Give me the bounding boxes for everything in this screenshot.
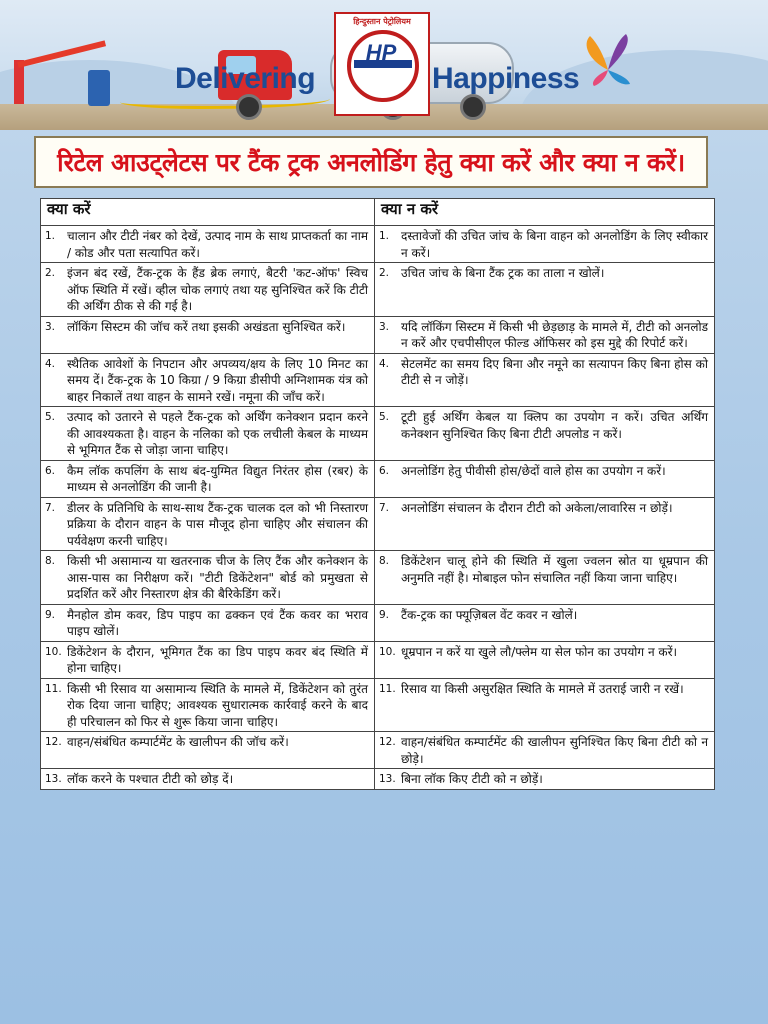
dont-text: बिना लॉक किए टीटी को न छोड़ें।	[401, 772, 543, 786]
do-text: मैनहोल डोम कवर, डिप पाइप का ढक्कन एवं टैंक कवर का भराव पाइप खोलें।	[67, 607, 368, 638]
row-number: 8.	[379, 555, 390, 567]
tagline-happiness: Happiness	[432, 62, 580, 95]
dont-text: अनलोडिंग संचालन के दौरान टीटी को अकेला/लावारिस न छोड़ें।	[401, 500, 673, 515]
row-number: 3.	[379, 320, 390, 333]
row-number: 2.	[379, 267, 390, 279]
dont-text: दस्तावेजों की उचित जांच के बिना वाहन को अनलोडिंग के लिए स्वीकार न करें।	[401, 229, 708, 260]
row-number: 12.	[379, 736, 396, 748]
dont-text: अनलोडिंग हेतु पीवीसी होस/छेदों वाले होस का उपयोग न करें।	[401, 463, 666, 478]
tagline-delivering: Delivering	[175, 62, 316, 95]
row-number: 7.	[45, 501, 56, 514]
table-row	[41, 551, 715, 605]
do-text: वाहन/संबंधित कम्पार्टमेंट के खालीपन की जॉच करें।	[67, 735, 289, 749]
dont-text: सेटलमेंट का समय दिए बिना और नमूने का सत्यापन किए बिना होस को टीटी से न जोड़ें।	[401, 356, 708, 387]
row-number: 13.	[379, 773, 396, 785]
table-row	[41, 641, 715, 678]
row-number: 4.	[379, 357, 390, 370]
table-row	[41, 353, 715, 407]
dont-text: वाहन/संबंधित कम्पार्टमेंट की खालीपन सुनिश्चित किए बिना टीटी को न छोड़े।	[401, 735, 708, 766]
do-text: कैम लॉक कपलिंग के साथ बंद-युग्मित विद्युत निरंतर होस (रबर) के माध्यम से अनलोडिंग की जानी है।	[67, 463, 368, 494]
row-number: 11.	[379, 682, 396, 695]
wheel-illustration	[460, 94, 486, 120]
dont-text: धूम्रपान न करें या खुले लौ/फ्लेम या सेल फोन का उपयोग न करें।	[401, 644, 678, 659]
do-text: इंजन बंद रखें, टैंक-ट्रक के हैंड ब्रेक लगाएं, बैटरी 'कट-ऑफ' स्विच ऑफ स्थिति में रखें। व्हील चोक लगाएं तथा यह सुनिश्चित करें कि टीटी की अर्थिंग ठीक से की गई है।	[67, 266, 368, 313]
row-number: 1.	[45, 230, 56, 242]
row-number: 7.	[379, 501, 390, 514]
do-text: स्थैतिक आवेशों के निपटान और अपव्यय/क्षय के लिए 10 मिनट का समय दें। टैंक-ट्रक के 10 किग्रा / 9 किग्रा डीसीपी अग्निशामक यंत्र को बाहर निकालें तथा वाहन के सामने रखें। नमूना की जाँच करें।	[67, 356, 368, 404]
col-header-dont: क्या न करें	[375, 199, 715, 226]
logo-hp-text: HP	[365, 40, 397, 65]
row-number: 4.	[45, 357, 56, 370]
row-number: 10.	[379, 645, 396, 658]
butterfly-icon	[578, 30, 638, 90]
dont-text: उचित जांच के बिना टैंक ट्रक का ताला न खोलें।	[401, 266, 605, 280]
row-number: 12.	[45, 736, 62, 748]
table-row	[41, 316, 715, 353]
row-number: 5.	[45, 411, 56, 423]
table-row	[41, 460, 715, 497]
dont-text: डिकेंटेशन चालू होने की स्थिति में खुला ज्वलन स्रोत या धूम्रपान की अनुमति नहीं है। मोबाइल फोन संचालित नहीं किया जाना चाहिए।	[401, 554, 708, 585]
do-text: लॉकिंग सिस्टम की जॉच करें तथा इसकी अखंडता सुनिश्चित करें।	[67, 319, 346, 334]
table-row	[41, 407, 715, 461]
do-text: डीलर के प्रतिनिधि के साथ-साथ टैंक-ट्रक चालक दल को भी निस्तारण प्रक्रिया के दौरान वाहन के पास मौजूद होना चाहिए और संचालन की पर्यवेक्षण करनी चाहिए।	[67, 500, 368, 548]
do-text: उत्पाद को उतारने से पहले टैंक-ट्रक को अर्थिंग कनेक्शन प्रदान करने की आवश्यकता है। वाहन के नलिका को एक लचीली केबल के माध्यम से भूमिगत टैंक से जोड़ा जाना चाहिए।	[67, 410, 368, 457]
do-text: लॉक करने के पश्चात टीटी को छोड़ दें।	[67, 772, 234, 786]
row-number: 1.	[379, 230, 390, 242]
row-number: 2.	[45, 267, 56, 279]
do-text: किसी भी रिसाव या असामान्य स्थिति के मामले में, डिकेंटेशन को तुरंत रोक दिया जाना चाहिए; आवश्यक सुधारात्मक कार्रवाई करने के बाद ही परिचालन को फिर से शुरू किया जाना चाहिए।	[67, 681, 368, 729]
row-number: 8.	[45, 555, 56, 567]
do-text: डिकेंटेशन के दौरान, भूमिगत टैंक का डिप पाइप कवर बंद स्थिति में होना चाहिए।	[67, 644, 368, 675]
dont-text: यदि लॉकिंग सिस्टम में किसी भी छेड़छाड़ के मामले में, टीटी को अनलोड न करें और एचपीसीएल फील्ड ऑफिसर को इस मुद्दे की रिपोर्ट करें।	[401, 319, 708, 350]
title-box	[34, 136, 708, 188]
logo-subtitle: हिन्दुस्तान पेट्रोलियम	[353, 17, 411, 26]
table-row	[41, 604, 715, 641]
row-number: 9.	[379, 608, 390, 621]
row-number: 11.	[45, 682, 62, 695]
hp-logo	[334, 12, 430, 116]
col-header-do: क्या करें	[41, 199, 375, 226]
do-text: चालान और टीटी नंबर को देखें, उत्पाद नाम के साथ प्राप्तकर्ता का नाम / कोड और पता सत्यापित करें।	[67, 229, 368, 260]
row-number: 10.	[45, 645, 62, 658]
header-banner	[0, 0, 768, 130]
table-row	[41, 497, 715, 551]
dos-donts-table	[40, 198, 715, 790]
table-row	[41, 226, 715, 263]
row-number: 6.	[45, 464, 56, 477]
table-row	[41, 769, 715, 790]
row-number: 9.	[45, 608, 56, 621]
table-row	[41, 732, 715, 769]
row-number: 13.	[45, 773, 62, 785]
dont-text: टूटी हुई अर्थिंग केबल या क्लिप का उपयोग न करें। उचित अर्थिंग कनेक्शन सुनिश्चित किए बिना टीटी अपलोड न करें।	[401, 410, 708, 441]
page-title: रिटेल आउट्लेटस पर टैंक ट्रक अनलोडिंग हेतु क्या करें और क्या न करें।	[57, 148, 685, 177]
row-number: 5.	[379, 411, 390, 423]
row-number: 6.	[379, 464, 390, 477]
table-row	[41, 678, 715, 732]
table-header-row	[41, 199, 715, 226]
dont-text: टैंक-ट्रक का फ्यूज़िबल वेंट कवर न खोलें।	[401, 607, 578, 622]
do-text: किसी भी असामान्य या खतरनाक चीज के लिए टैंक और कनेक्शन के आस-पास का निरीक्षण करें। "टीटी डिकेंटेशन" बोर्ड को प्रमुखता से प्रदर्शित करें और निस्तारण क्षेत्र की बैरिकेडिंग करें।	[67, 554, 368, 601]
row-number: 3.	[45, 320, 56, 333]
dont-text: रिसाव या किसी असुरक्षित स्थिति के मामले में उतराई जारी न रखें।	[401, 681, 684, 696]
table-row	[41, 263, 715, 317]
wheel-illustration	[236, 94, 262, 120]
fuel-dispenser-illustration	[88, 70, 110, 106]
